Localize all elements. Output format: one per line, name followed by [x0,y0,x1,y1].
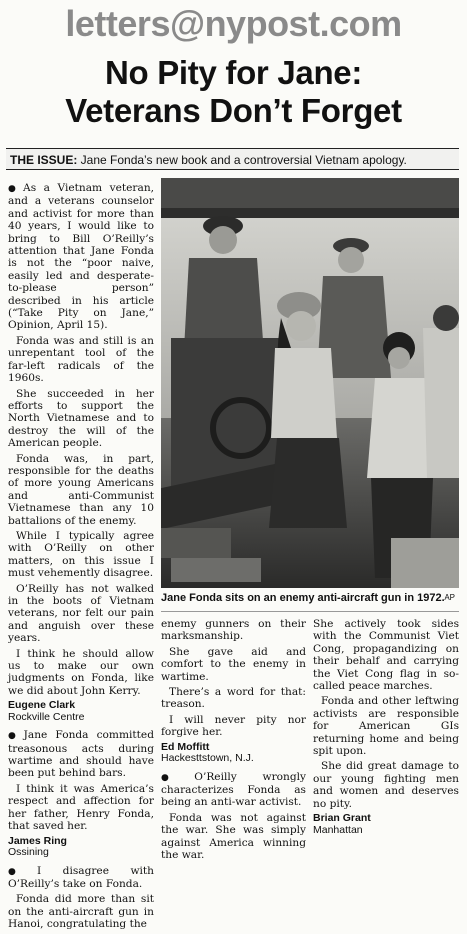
letter-1-paragraph: O’Reilly has not walked in the boots of Vietnam veterans, nor felt our pain and anguish over these years. [8,582,154,645]
letter-1-signature [8,700,154,723]
letter-3-paragraph: enemy gunners on their marksmanship. [161,618,306,643]
author-town: Ossining [8,846,49,858]
author-town: Manhattan [313,823,363,836]
column-2 [161,618,306,865]
letter-3-paragraph: There’s a word for that: treason. [161,686,306,711]
headline-line-2: Veterans Don’t Forget [65,92,402,129]
author-name: Eugene Clark [8,699,76,712]
letter-3-signature [161,742,306,765]
issue-text: Jane Fonda’s new book and a controversial Vietnam apology. [77,153,407,167]
caption-text: Jane Fonda sits on an enemy anti-aircraft gun in 1972. [161,592,445,604]
letter-4-paragraph: She actively took sides with the Communist Viet Cong, propagandizing on their behalf and carrying the Viet Cong flag in so-called peace marches. [313,618,459,693]
letter-1-paragraph: ● As a Vietnam veteran, and a veterans counselor and activist for more than 40 years, I would like to bring to Bill O’Reilly’s attention that Jane Fonda is not the “poor naive, easily led and desperate-to-please person” described in his article (“Take Pity on Jane,” Opinion, April 15). [8,182,154,332]
issue-label: THE ISSUE: [10,153,78,167]
letter-4-paragraph: Fonda and other leftwing activists are responsible for American GIs returning home and being spit upon. [313,695,459,758]
photo-illustration [161,178,459,588]
masthead-email: letters@nypost.com [65,3,402,44]
letter-1-paragraph: I think he should allow us to make our own judgments on Fonda, like we did about John Kerry. [8,647,154,697]
photo-image [161,178,459,588]
author-town: Hackesttstown, N.J. [161,752,254,765]
letter-3-paragraph: ● I disagree with O’Reilly’s take on Fonda. [8,865,154,891]
masthead [0,4,467,44]
letter-2-paragraph: I think it was America’s respect and affection for her father, Henry Fonda, that saved her. [8,782,154,833]
letter-1-paragraph: Fonda was, in part, responsible for the deaths of more young Americans and anti-Communist Vietnamese than any 10 battalions of the enemy. [8,452,154,527]
letter-4-paragraph: ● O’Reilly wrongly characterizes Fonda as being an anti-war activist. [161,771,306,809]
author-name: James Ring [8,834,67,847]
author-name: Brian Grant [313,812,371,825]
letter-4-paragraph: Fonda was not against the war. She was simply against America winning the war. [161,811,306,862]
letter-1-paragraph: Fonda was and still is an unrepentant tool of the far-left radicals of the 1960s. [8,334,154,385]
letter-2-signature [8,836,154,859]
author-town: Rockville Centre [8,710,85,723]
column-1 [8,182,154,934]
headline-line-1: No Pity for Jane: [104,54,363,91]
issue-bar [6,148,459,170]
headline [0,54,467,130]
letter-4-signature [313,813,459,836]
letter-3-paragraph: I will never pity nor forgive her. [161,713,306,739]
letter-1-paragraph: She succeeded in her efforts to support the North Vietnamese and to destroy the will of the American people. [8,387,154,450]
letter-3-paragraph: Fonda did more than sit on the anti-aircraft gun in Hanoi, congratulating the [8,893,154,931]
letter-3-paragraph: She gave aid and comfort to the enemy in wartime. [161,645,306,683]
photo-credit: AP [444,593,455,602]
letter-4-paragraph: She did great damage to our young fighting men and women and deserves no pity. [313,760,459,810]
column-3 [313,618,459,842]
letter-1-paragraph: While I typically agree with O’Reilly on other matters, on this issue I must vehemently disagree. [8,529,154,580]
photo-caption [161,592,459,608]
author-name: Ed Moffitt [161,740,210,753]
divider [161,611,459,612]
letter-2-paragraph: ● Jane Fonda committed treasonous acts during wartime and should have been put behind bars. [8,729,154,780]
